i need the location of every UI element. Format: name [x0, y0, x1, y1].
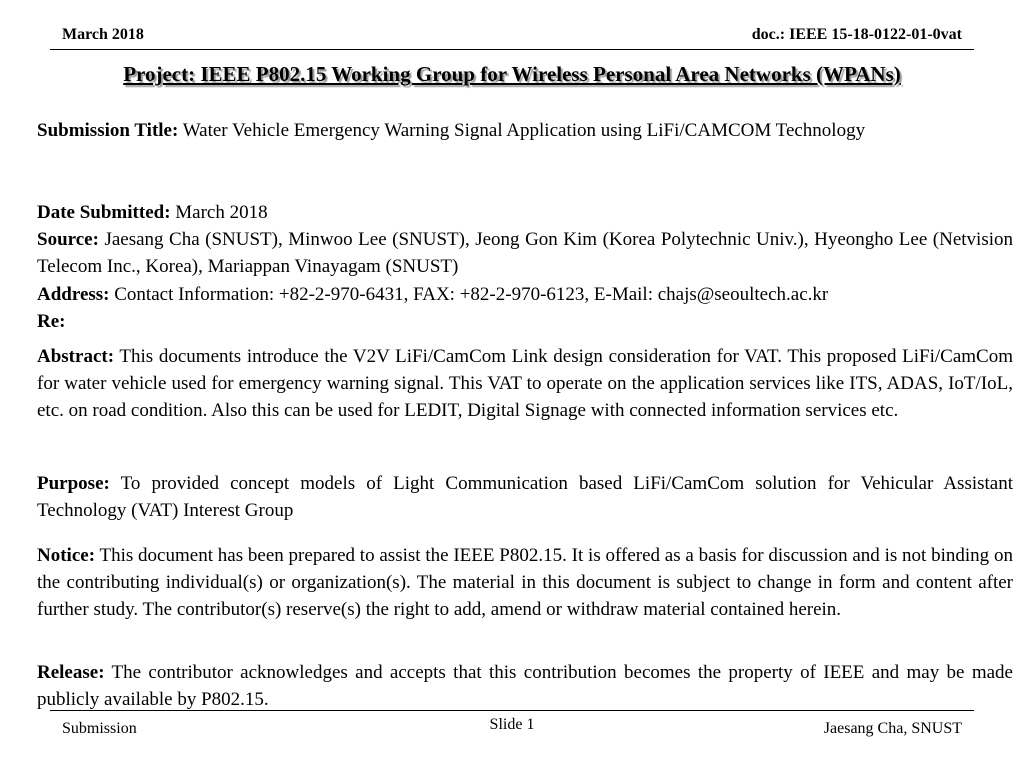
re-label: Re:: [37, 311, 66, 332]
abstract-label: Abstract:: [37, 346, 115, 367]
release-text: The contributor acknowledges and accepts that this contribution becomes the property of IEEE and may be made publicly available by P802.15.: [37, 662, 1013, 710]
address: [37, 281, 1013, 308]
submission-title-label: Submission Title:: [37, 120, 179, 141]
submission-title-text: Water Vehicle Emergency Warning Signal Application using LiFi/CAMCOM Technology: [182, 120, 866, 141]
date-submitted: [37, 199, 1013, 226]
header-doc-id: doc.: IEEE 15-18-0122-01-0vat: [751, 26, 962, 43]
re: [37, 308, 1013, 335]
project-title: Project: IEEE P802.15 Working Group for Wireless Personal Area Networks (WPANs): [123, 62, 901, 86]
purpose: [37, 470, 1013, 524]
date-submitted-text: March 2018: [175, 202, 268, 223]
release: [37, 659, 1013, 713]
submission-title: [37, 117, 1013, 144]
purpose-label: Purpose:: [37, 473, 110, 494]
abstract: [37, 343, 1013, 424]
source-label: Source:: [37, 229, 99, 250]
slide-number: Slide 1: [489, 716, 535, 733]
notice-label: Notice:: [37, 545, 96, 566]
header-divider: [50, 49, 974, 50]
date-submitted-label: Date Submitted:: [37, 202, 171, 223]
release-label: Release:: [37, 662, 105, 683]
header-date: March 2018: [62, 26, 144, 43]
abstract-text: This documents introduce the V2V LiFi/CamCom Link design consideration for VAT. This proposed LiFi/CamCom for water vehicle used for emergency warning signal. This VAT to operate on the application services like ITS, ADAS, IoT/IoL, etc. on road condition. Also this can be used for LEDIT, Digital Signage with connected information services etc.: [37, 346, 1013, 421]
footer-submission: Submission: [62, 720, 137, 737]
purpose-text: To provided concept models of Light Communication based LiFi/CamCom solution for Vehicular Assistant Technology (VAT) Interest Group: [37, 473, 1013, 521]
address-text: Contact Information: +82-2-970-6431, FAX: +82-2-970-6123, E-Mail: chajs@seoultech.ac.kr: [114, 284, 829, 305]
address-label: Address:: [37, 284, 110, 305]
source-text: Jaesang Cha (SNUST), Minwoo Lee (SNUST), Jeong Gon Kim (Korea Polytechnic Univ.), Hyeongho Lee (Netvision Telecom Inc., Korea), Mariappan Vinayagam (SNUST): [37, 229, 1014, 277]
notice: [37, 542, 1013, 623]
footer-author: Jaesang Cha, SNUST: [823, 720, 962, 737]
notice-text: This document has been prepared to assist the IEEE P802.15. It is offered as a basis for discussion and is not binding on the contributing individual(s) or organization(s). The material in this document is subject to change in form and content after further study. The contributor(s) reserve(s) the right to add, amend or withdraw material contained herein.: [37, 545, 1013, 620]
source: [37, 226, 1013, 280]
footer-divider: [50, 710, 974, 711]
